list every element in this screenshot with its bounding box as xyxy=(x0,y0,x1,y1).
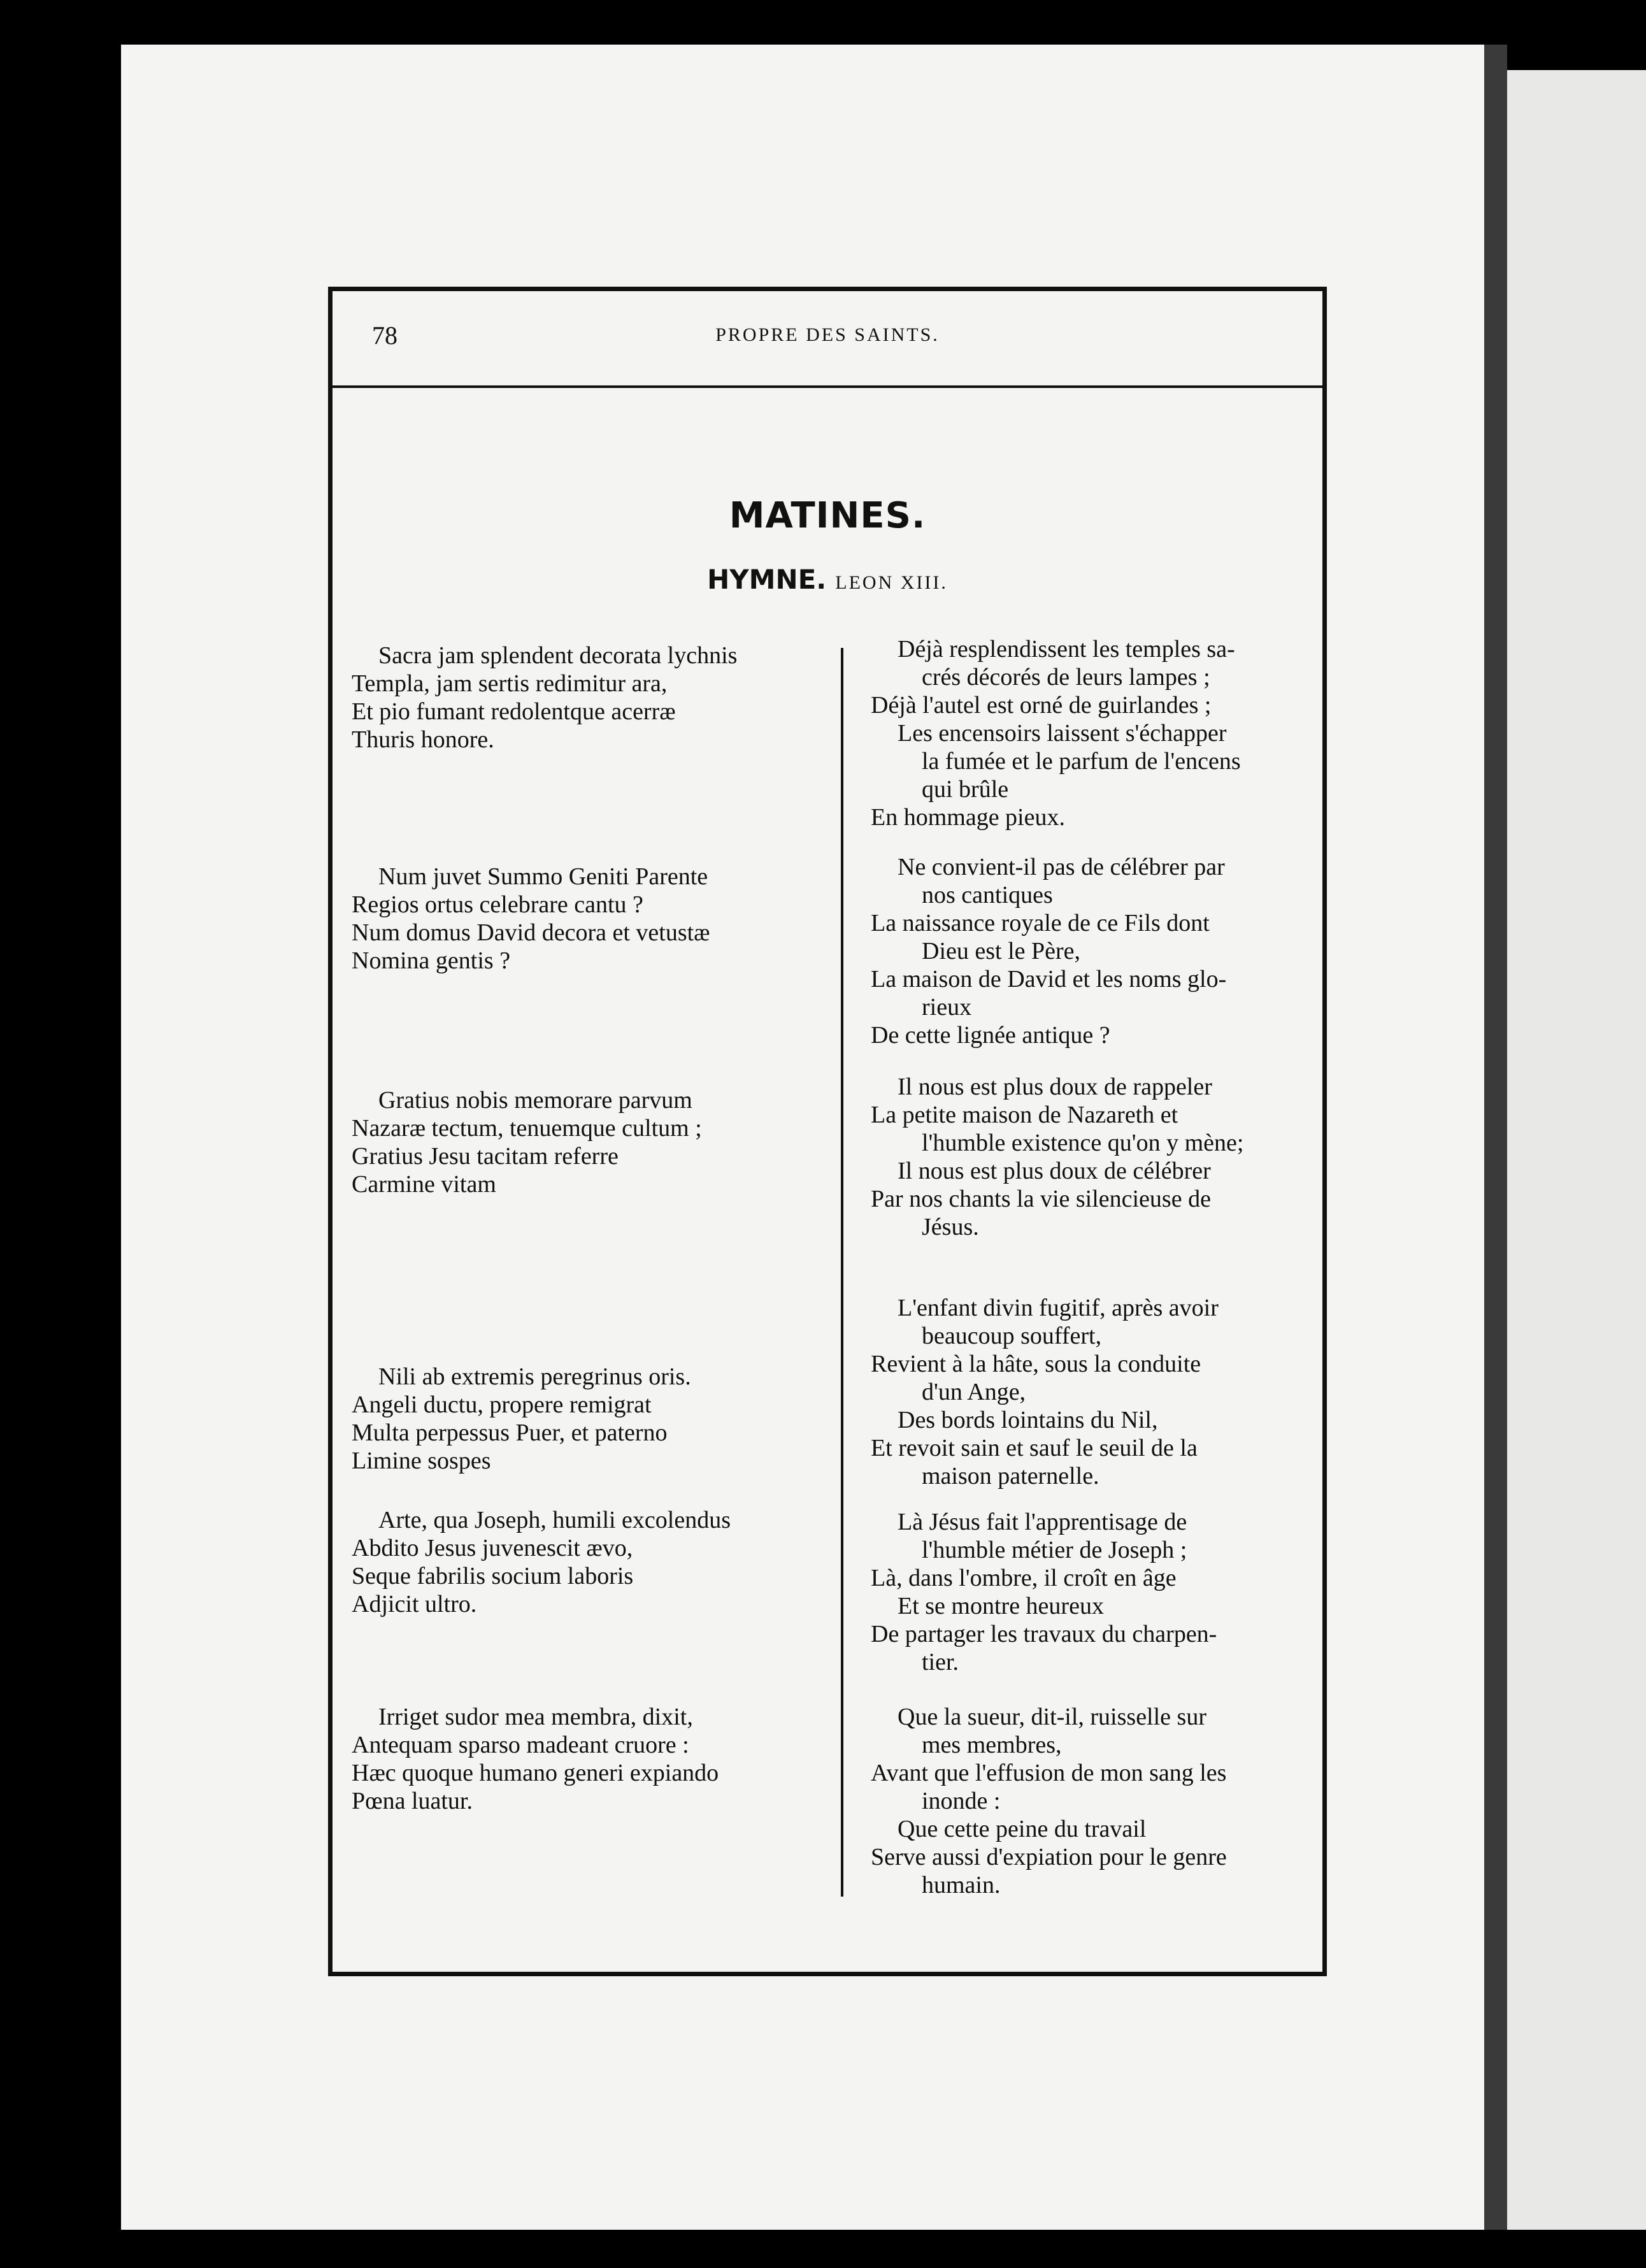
verse-line: Pœna luatur. xyxy=(352,1788,473,1814)
verse-line: Sacra jam splendent decorata lychnis xyxy=(378,642,738,669)
verse-line: Nomina gentis ? xyxy=(352,947,511,974)
verse-line: Gratius Jesu tacitam referre xyxy=(352,1143,619,1170)
verse-line: Et pio fumant redolentque acerræ xyxy=(352,698,676,725)
verse-line: Adjicit ultro. xyxy=(352,1591,477,1618)
verse-line: Irriget sudor mea membra, dixit, xyxy=(378,1704,693,1730)
verse-line: Nazaræ tectum, tenuemque cultum ; xyxy=(352,1115,702,1142)
verse-line: Et se montre heureux xyxy=(898,1593,1104,1619)
verse-line: Que la sueur, dit-il, ruisselle sur xyxy=(898,1704,1206,1730)
latin-stanza xyxy=(352,1363,823,1475)
hymn-heading xyxy=(333,564,1322,595)
latin-stanza xyxy=(352,1086,823,1198)
verse-line: maison paternelle. xyxy=(922,1463,1099,1489)
verse-line: Abdito Jesus juvenescit ævo, xyxy=(352,1535,633,1561)
verse-line: Num juvet Summo Geniti Parente xyxy=(378,863,708,890)
page-fold-shadow xyxy=(1484,45,1507,2230)
verse-line: De cette lignée antique ? xyxy=(871,1022,1110,1049)
verse-line: qui brûle xyxy=(922,776,1009,803)
french-stanza xyxy=(871,1508,1317,1676)
verse-line: La petite maison de Nazareth et xyxy=(871,1102,1178,1128)
verse-line: rieux xyxy=(922,994,972,1021)
page-frame xyxy=(328,287,1327,1976)
verse-line: beaucoup souffert, xyxy=(922,1323,1102,1349)
verse-line: Limine sospes xyxy=(352,1447,491,1474)
verse-line: Gratius nobis memorare parvum xyxy=(378,1087,692,1114)
verse-line: Les encensoirs laissent s'échapper xyxy=(898,720,1227,747)
column-divider xyxy=(841,648,843,1897)
french-stanza xyxy=(871,853,1317,1049)
verse-line: Serve aussi d'expiation pour le genre xyxy=(871,1844,1227,1870)
verse-line: l'humble métier de Joseph ; xyxy=(922,1537,1187,1563)
verse-line: Revient à la hâte, sous la conduite xyxy=(871,1351,1201,1377)
verse-line: En hommage pieux. xyxy=(871,804,1065,831)
running-head: PROPRE DES SAINTS. xyxy=(715,324,940,345)
verse-line: la fumée et le parfum de l'encens xyxy=(922,748,1241,775)
verse-line: Déjà l'autel est orné de guirlandes ; xyxy=(871,692,1212,719)
verse-line: Regios ortus celebrare cantu ? xyxy=(352,891,643,918)
verse-line: crés décorés de leurs lampes ; xyxy=(922,664,1210,691)
verse-line: Jésus. xyxy=(922,1214,979,1240)
verse-line: mes membres, xyxy=(922,1732,1062,1758)
verse-line: Avant que l'effusion de mon sang les xyxy=(871,1760,1227,1786)
verse-line: inonde : xyxy=(922,1788,1001,1814)
verse-line: Seque fabrilis socium laboris xyxy=(352,1563,634,1590)
verse-line: Il nous est plus doux de célébrer xyxy=(898,1158,1211,1184)
verse-line: d'un Ange, xyxy=(922,1379,1026,1405)
verse-line: Que cette peine du travail xyxy=(898,1816,1147,1842)
verse-line: Multa perpessus Puer, et paterno xyxy=(352,1419,668,1446)
page-number: 78 xyxy=(372,321,397,350)
verse-line: Num domus David decora et vetustæ xyxy=(352,919,710,946)
verse-line: Des bords lointains du Nil, xyxy=(898,1407,1158,1433)
adjacent-page-strip xyxy=(1507,70,1646,2230)
latin-stanza xyxy=(352,642,823,754)
verse-line: Thuris honore. xyxy=(352,726,494,753)
verse-line: humain. xyxy=(922,1872,1001,1898)
latin-stanza xyxy=(352,1703,823,1815)
verse-line: Là, dans l'ombre, il croît en âge xyxy=(871,1565,1177,1591)
verse-line: Angeli ductu, propere remigrat xyxy=(352,1391,652,1418)
verse-line: De partager les travaux du charpen- xyxy=(871,1621,1217,1647)
verse-line: Arte, qua Joseph, humili excolendus xyxy=(378,1507,731,1533)
verse-line: nos cantiques xyxy=(922,882,1053,908)
verse-line: L'enfant divin fugitif, après avoir xyxy=(898,1295,1219,1321)
verse-line: l'humble existence qu'on y mène; xyxy=(922,1130,1244,1156)
verse-line: La naissance royale de ce Fils dont xyxy=(871,910,1210,937)
verse-line: Dieu est le Père, xyxy=(922,938,1081,965)
verse-line: Hæc quoque humano generi expiando xyxy=(352,1760,719,1786)
latin-stanza xyxy=(352,863,823,975)
french-stanza xyxy=(871,635,1317,831)
verse-line: Et revoit sain et sauf le seuil de la xyxy=(871,1435,1198,1461)
verse-line: tier. xyxy=(922,1649,959,1676)
verse-line: Là Jésus fait l'apprentisage de xyxy=(898,1509,1187,1535)
verse-line: Nili ab extremis peregrinus oris. xyxy=(378,1363,691,1390)
verse-line: Templa, jam sertis redimitur ara, xyxy=(352,670,668,697)
verse-line: Ne convient-il pas de célébrer par xyxy=(898,854,1225,880)
french-stanza xyxy=(871,1073,1317,1241)
hymn-author: LEON XIII. xyxy=(835,572,948,593)
verse-line: Carmine vitam xyxy=(352,1171,496,1198)
verse-line: Déjà resplendissent les temples sa- xyxy=(898,636,1235,663)
french-stanza xyxy=(871,1703,1317,1899)
header-rule xyxy=(333,385,1322,388)
hymn-label: HYMNE. xyxy=(707,564,827,595)
section-title: MATINES. xyxy=(729,495,926,536)
verse-line: Par nos chants la vie silencieuse de xyxy=(871,1186,1211,1212)
latin-stanza xyxy=(352,1506,823,1618)
verse-line: Il nous est plus doux de rappeler xyxy=(898,1073,1212,1100)
verse-line: La maison de David et les noms glo- xyxy=(871,966,1227,993)
french-stanza xyxy=(871,1294,1317,1490)
verse-line: Antequam sparso madeant cruore : xyxy=(352,1732,689,1758)
